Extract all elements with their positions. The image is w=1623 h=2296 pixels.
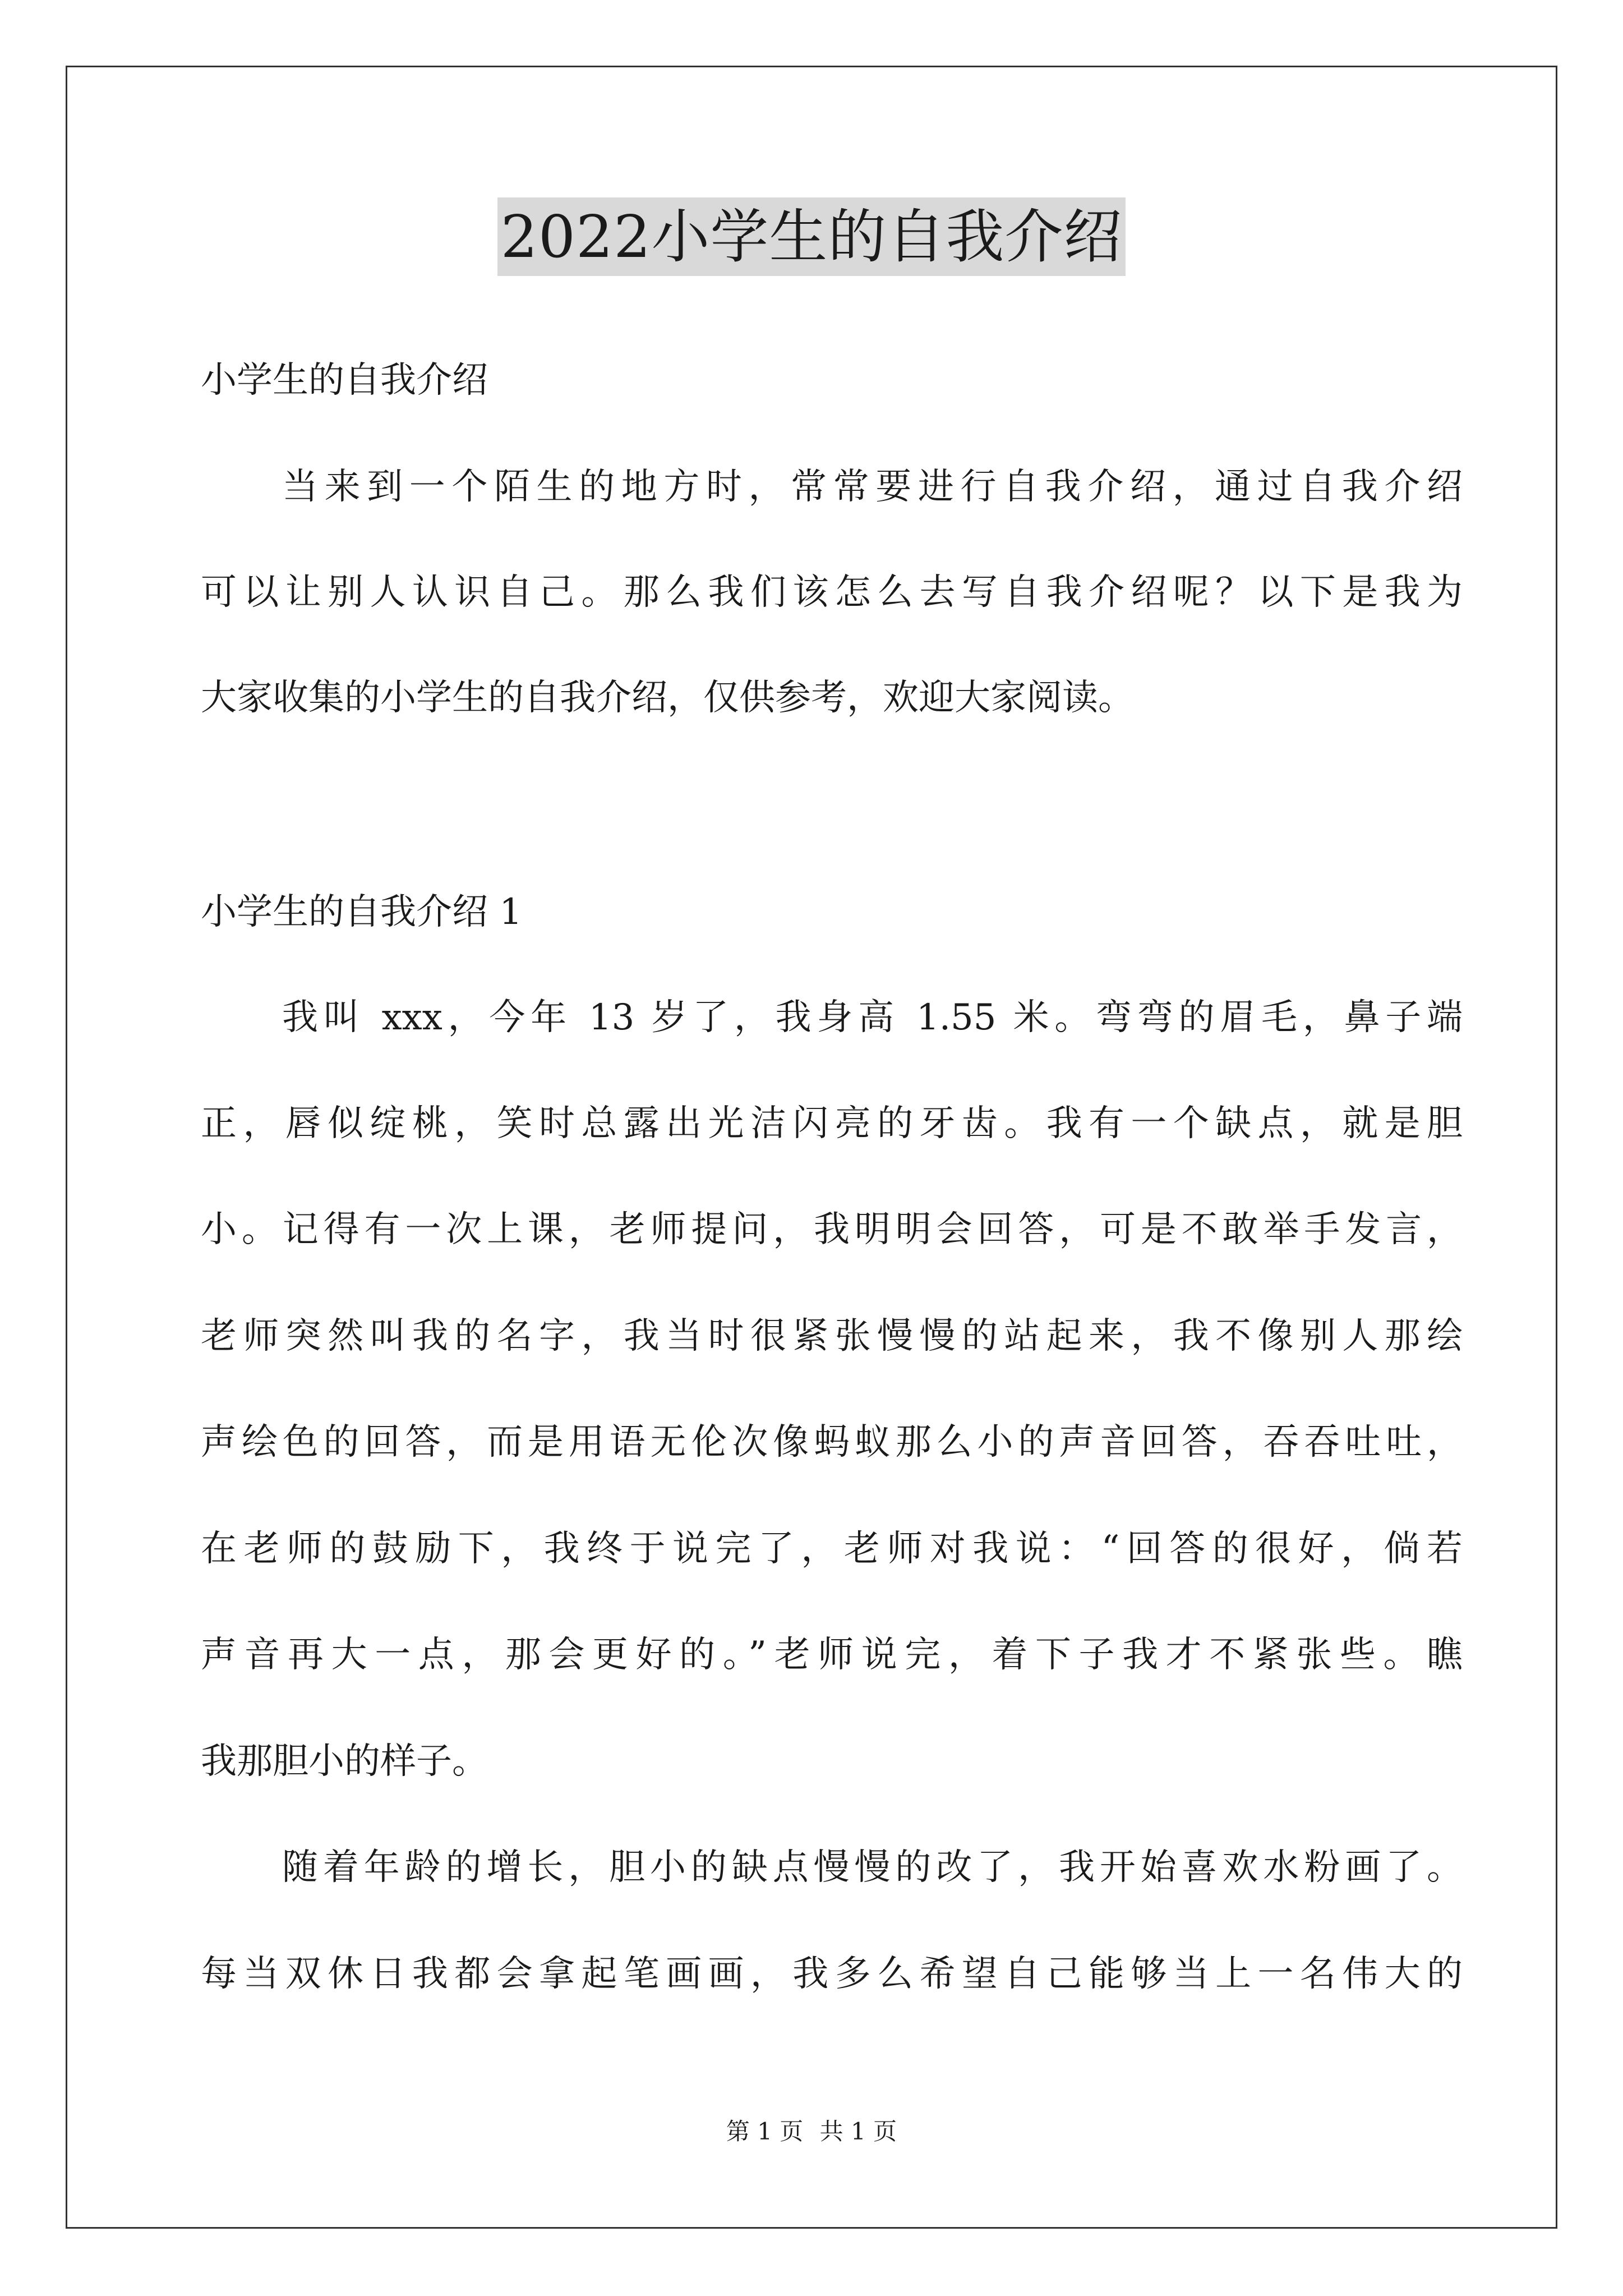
paragraph-line: 声绘色的回答，而是用语无伦次像蚂蚁那么小的声音回答，吞吞吐吐， xyxy=(201,1421,1463,1463)
paragraph-line: 大家收集的小学生的自我介绍，仅供参考，欢迎大家阅读。 xyxy=(201,677,1134,719)
page-number: 第 1 页 xyxy=(726,2118,804,2145)
section-heading: 小学生的自我介绍 xyxy=(201,360,488,401)
page-footer xyxy=(0,2115,1623,2148)
paragraph-line: 声音再大一点，那会更好的。”老师说完，着下子我才不紧张些。瞧 xyxy=(201,1634,1463,1676)
page-total: 共 1 页 xyxy=(819,2118,897,2145)
document-title: 2022小学生的自我介绍 xyxy=(497,197,1126,276)
title-container xyxy=(0,197,1623,276)
paragraph-line: 我叫 xxx，今年 13 岁了，我身高 1.55 米。弯弯的眉毛，鼻子端 xyxy=(282,997,1463,1038)
paragraph-line: 在老师的鼓励下，我终于说完了，老师对我说：“回答的很好，倘若 xyxy=(201,1528,1463,1570)
paragraph-line: 可以让别人认识自己。那么我们该怎么去写自我介绍呢？以下是我为 xyxy=(201,572,1463,613)
paragraph-line: 小。记得有一次上课，老师提问，我明明会回答，可是不敢举手发言， xyxy=(201,1209,1463,1250)
paragraph-line: 我那胆小的样子。 xyxy=(201,1741,488,1782)
section-heading: 小学生的自我介绍 1 xyxy=(201,891,523,933)
paragraph-line: 每当双休日我都会拿起笔画画，我多么希望自己能够当上一名伟大的 xyxy=(201,1953,1463,1995)
paragraph-line: 老师突然叫我的名字，我当时很紧张慢慢的站起来，我不像别人那绘 xyxy=(201,1315,1463,1357)
paragraph-line: 当来到一个陌生的地方时，常常要进行自我介绍，通过自我介绍 xyxy=(282,466,1463,508)
paragraph-line: 随着年龄的增长，胆小的缺点慢慢的改了，我开始喜欢水粉画了。 xyxy=(282,1847,1463,1888)
paragraph-line: 正，唇似绽桃，笑时总露出光洁闪亮的牙齿。我有一个缺点，就是胆 xyxy=(201,1103,1463,1144)
